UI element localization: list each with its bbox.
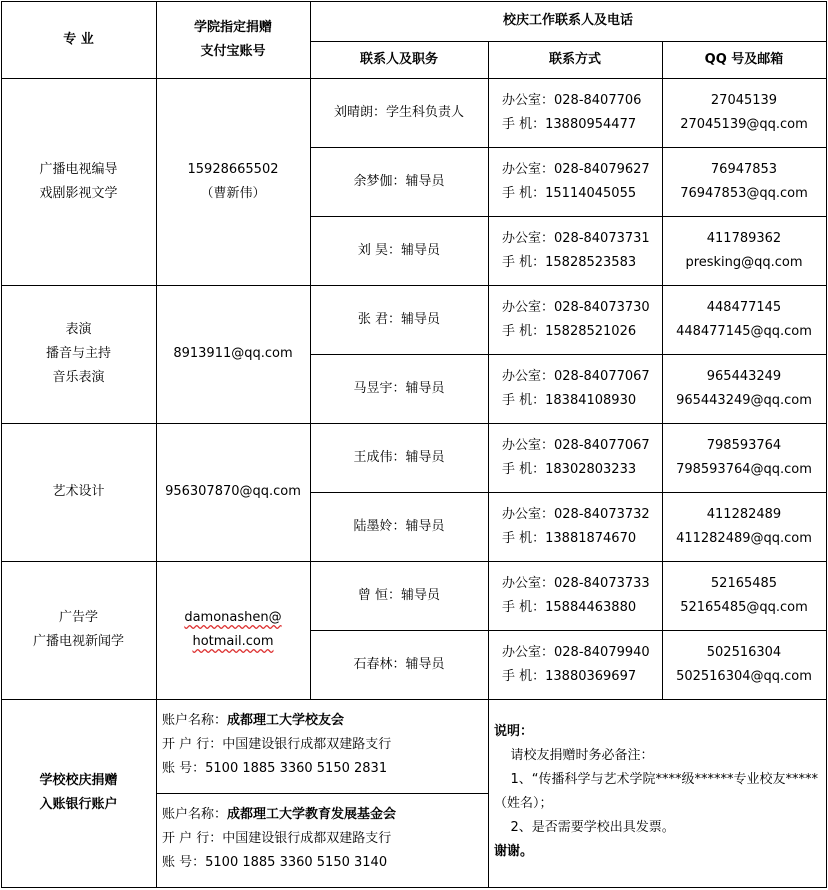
contact-person — [310, 216, 488, 285]
major-cell — [1, 78, 156, 285]
bank-field — [162, 733, 391, 757]
header-contact-group — [310, 1, 826, 41]
alipay-cell-text: 956307870@qq.com — [165, 484, 301, 499]
contact-method-text: 手 机：18384108930 — [502, 392, 637, 408]
contact-person-text: 马昱宇：辅导员 — [353, 380, 445, 396]
contact-person — [310, 147, 488, 216]
bank-field-value: 中国建设银行成都双建路支行 — [222, 737, 392, 752]
header-contact-person — [310, 41, 488, 78]
alipay-cell — [156, 78, 310, 285]
contact-method-text: 办公室：028-84073731 — [502, 230, 650, 246]
bank-field-value: 成都理工大学校友会 — [227, 713, 345, 728]
qq-email-text: 448477145@qq.com — [676, 323, 812, 339]
qq-email-text: 798593764@qq.com — [676, 461, 812, 477]
header-contact-method — [488, 41, 662, 78]
qq-email — [662, 561, 826, 630]
bank-field-label: 开 户 行： — [162, 831, 223, 846]
contact-method — [488, 561, 662, 630]
bank-field — [162, 757, 391, 781]
contact-method-text: 办公室：028-84079940 — [502, 644, 650, 660]
qq-email — [662, 147, 826, 216]
contact-person-text: 刘晴朗：学生科负责人 — [333, 104, 464, 120]
header-major — [1, 1, 156, 78]
bank-field-value: 5100 1885 3360 5150 2831 — [205, 761, 388, 776]
contact-method-text: 手 机：13881874670 — [502, 530, 637, 546]
bank-field-label: 账户名称： — [162, 713, 228, 728]
contact-person — [310, 354, 488, 423]
contact-method-text: 办公室：028-84079627 — [502, 161, 650, 177]
bank-field-label: 开 户 行： — [162, 737, 223, 752]
contact-method-text: 手 机：15114045055 — [502, 185, 637, 201]
major-cell — [1, 561, 156, 699]
bank-field — [162, 803, 396, 827]
qq-email-text: 798593764 — [706, 437, 782, 453]
header-alipay-text: 支付宝账号 — [200, 43, 266, 59]
qq-email — [662, 630, 826, 699]
contact-person-text: 王成伟：辅导员 — [353, 449, 445, 465]
bank-field-value: 5100 1885 3360 5150 3140 — [205, 855, 388, 870]
bank-account — [162, 709, 391, 781]
notes-line: 请校友捐赠时务必备注： — [494, 748, 654, 763]
header-qq-email-text: QQ 号及邮箱 — [704, 51, 784, 67]
qq-email-text: presking@qq.com — [685, 254, 803, 270]
qq-email — [662, 354, 826, 423]
qq-email — [662, 216, 826, 285]
bank-field-label: 账 号： — [162, 855, 206, 870]
table-border — [826, 1, 827, 888]
major-cell — [1, 423, 156, 561]
contact-method-text: 手 机：15884463880 — [502, 599, 637, 615]
contact-method-text: 办公室：028-8407706 — [502, 92, 642, 108]
bank-field-value: 中国建设银行成都双建路支行 — [222, 831, 392, 846]
qq-email-text: 27045139@qq.com — [680, 116, 808, 132]
contact-person-text: 石春林：辅导员 — [353, 656, 445, 672]
qq-email-text: 448477145 — [706, 299, 782, 315]
bank-field-label: 账户名称： — [162, 807, 228, 822]
contact-method-text: 手 机：15828523583 — [502, 254, 637, 270]
major-cell-text: 表演 — [65, 322, 92, 337]
contact-method-text: 手 机：13880954477 — [502, 116, 637, 132]
contact-method-text: 办公室：028-84073733 — [502, 575, 650, 591]
bank-field — [162, 709, 391, 733]
bank-field — [162, 827, 396, 851]
qq-email — [662, 285, 826, 354]
header-alipay-text: 学院指定捐赠 — [193, 19, 272, 35]
notes-line: 2、是否需要学校出具发票。 — [494, 820, 675, 835]
major-cell-text: 播音与主持 — [45, 346, 111, 361]
notes-line: 1、“传播科学与艺术学院****级******专业校友***** — [494, 772, 819, 787]
contact-method — [488, 285, 662, 354]
major-cell-text: 艺术设计 — [52, 484, 105, 499]
qq-email-text: 27045139 — [710, 92, 778, 108]
notes — [494, 720, 818, 864]
major-cell-text: 戏剧影视文学 — [39, 185, 118, 201]
contact-person-text: 陆墨姈：辅导员 — [353, 518, 445, 534]
major-cell — [1, 285, 156, 423]
qq-email-text: 52165485 — [710, 575, 778, 591]
major-cell-text: 广播电视编导 — [39, 161, 118, 177]
contact-method-text: 手 机：15828521026 — [502, 323, 637, 339]
header-qq-email — [662, 41, 826, 78]
contact-method — [488, 630, 662, 699]
bank-title-text: 学校校庆捐赠 — [39, 773, 118, 788]
alipay-cell-text: 8913911@qq.com — [173, 346, 293, 361]
alipay-cell-text: damonashen@ — [184, 610, 282, 625]
header-alipay — [156, 1, 310, 78]
contact-person-text: 刘 昊：辅导员 — [357, 242, 441, 258]
notes-title: 说明： — [494, 724, 534, 739]
alipay-cell-text: （曹新伟） — [200, 185, 266, 201]
contact-method-text: 办公室：028-84077067 — [502, 368, 650, 384]
alipay-cell-text: 15928665502 — [187, 161, 279, 177]
alipay-cell-text: hotmail.com — [192, 634, 274, 649]
contact-person — [310, 285, 488, 354]
qq-email-text: 76947853@qq.com — [680, 185, 808, 201]
header-major-text: 专 业 — [63, 31, 94, 47]
contact-person-text: 张 君：辅导员 — [357, 311, 441, 327]
contact-method-text: 办公室：028-84077067 — [502, 437, 650, 453]
contact-person — [310, 423, 488, 492]
bank-title — [1, 699, 156, 887]
qq-email-text: 411282489@qq.com — [676, 530, 812, 546]
contact-method — [488, 216, 662, 285]
contact-person — [310, 630, 488, 699]
bank-field-label: 账 号： — [162, 761, 206, 776]
qq-email — [662, 78, 826, 147]
contact-person — [310, 78, 488, 147]
contact-method — [488, 423, 662, 492]
qq-email — [662, 492, 826, 561]
major-cell-text: 音乐表演 — [52, 370, 105, 385]
contact-person — [310, 492, 488, 561]
table-border — [156, 793, 488, 794]
notes-end: 谢谢。 — [494, 844, 534, 859]
table-border — [1, 887, 827, 888]
bank-field — [162, 851, 396, 875]
qq-email-text: 411789362 — [706, 230, 782, 246]
qq-email-text: 52165485@qq.com — [680, 599, 808, 615]
alipay-cell — [156, 423, 310, 561]
header-contact-method-text: 联系方式 — [548, 51, 601, 67]
major-cell-text: 广播电视新闻学 — [32, 634, 124, 649]
notes-line: （姓名）； — [494, 796, 553, 811]
contact-person — [310, 561, 488, 630]
header-contact-person-text: 联系人及职务 — [359, 51, 438, 67]
contact-person-text: 余梦伽：辅导员 — [353, 173, 445, 189]
header-contact-group-text: 校庆工作联系人及电话 — [502, 13, 633, 28]
contact-method-text: 手 机：18302803233 — [502, 461, 637, 477]
qq-email-text: 965443249 — [706, 368, 782, 384]
qq-email-text: 502516304@qq.com — [676, 668, 812, 684]
contact-method-text: 办公室：028-84073730 — [502, 299, 650, 315]
contact-person-text: 曾 恒：辅导员 — [357, 587, 441, 603]
qq-email-text: 965443249@qq.com — [676, 392, 812, 408]
qq-email — [662, 423, 826, 492]
alipay-cell — [156, 285, 310, 423]
qq-email-text: 76947853 — [710, 161, 778, 177]
bank-account — [162, 803, 396, 875]
bank-title-text: 入账银行账户 — [39, 797, 118, 812]
contact-method-text: 手 机：13880369697 — [502, 668, 637, 684]
contact-method — [488, 354, 662, 423]
alipay-cell — [156, 561, 310, 699]
bank-field-value: 成都理工大学教育发展基金会 — [227, 807, 397, 822]
qq-email-text: 502516304 — [706, 644, 782, 660]
contact-method-text: 办公室：028-84073732 — [502, 506, 650, 522]
contact-method — [488, 147, 662, 216]
contact-method — [488, 492, 662, 561]
qq-email-text: 411282489 — [706, 506, 782, 522]
major-cell-text: 广告学 — [58, 610, 98, 625]
contact-method — [488, 78, 662, 147]
